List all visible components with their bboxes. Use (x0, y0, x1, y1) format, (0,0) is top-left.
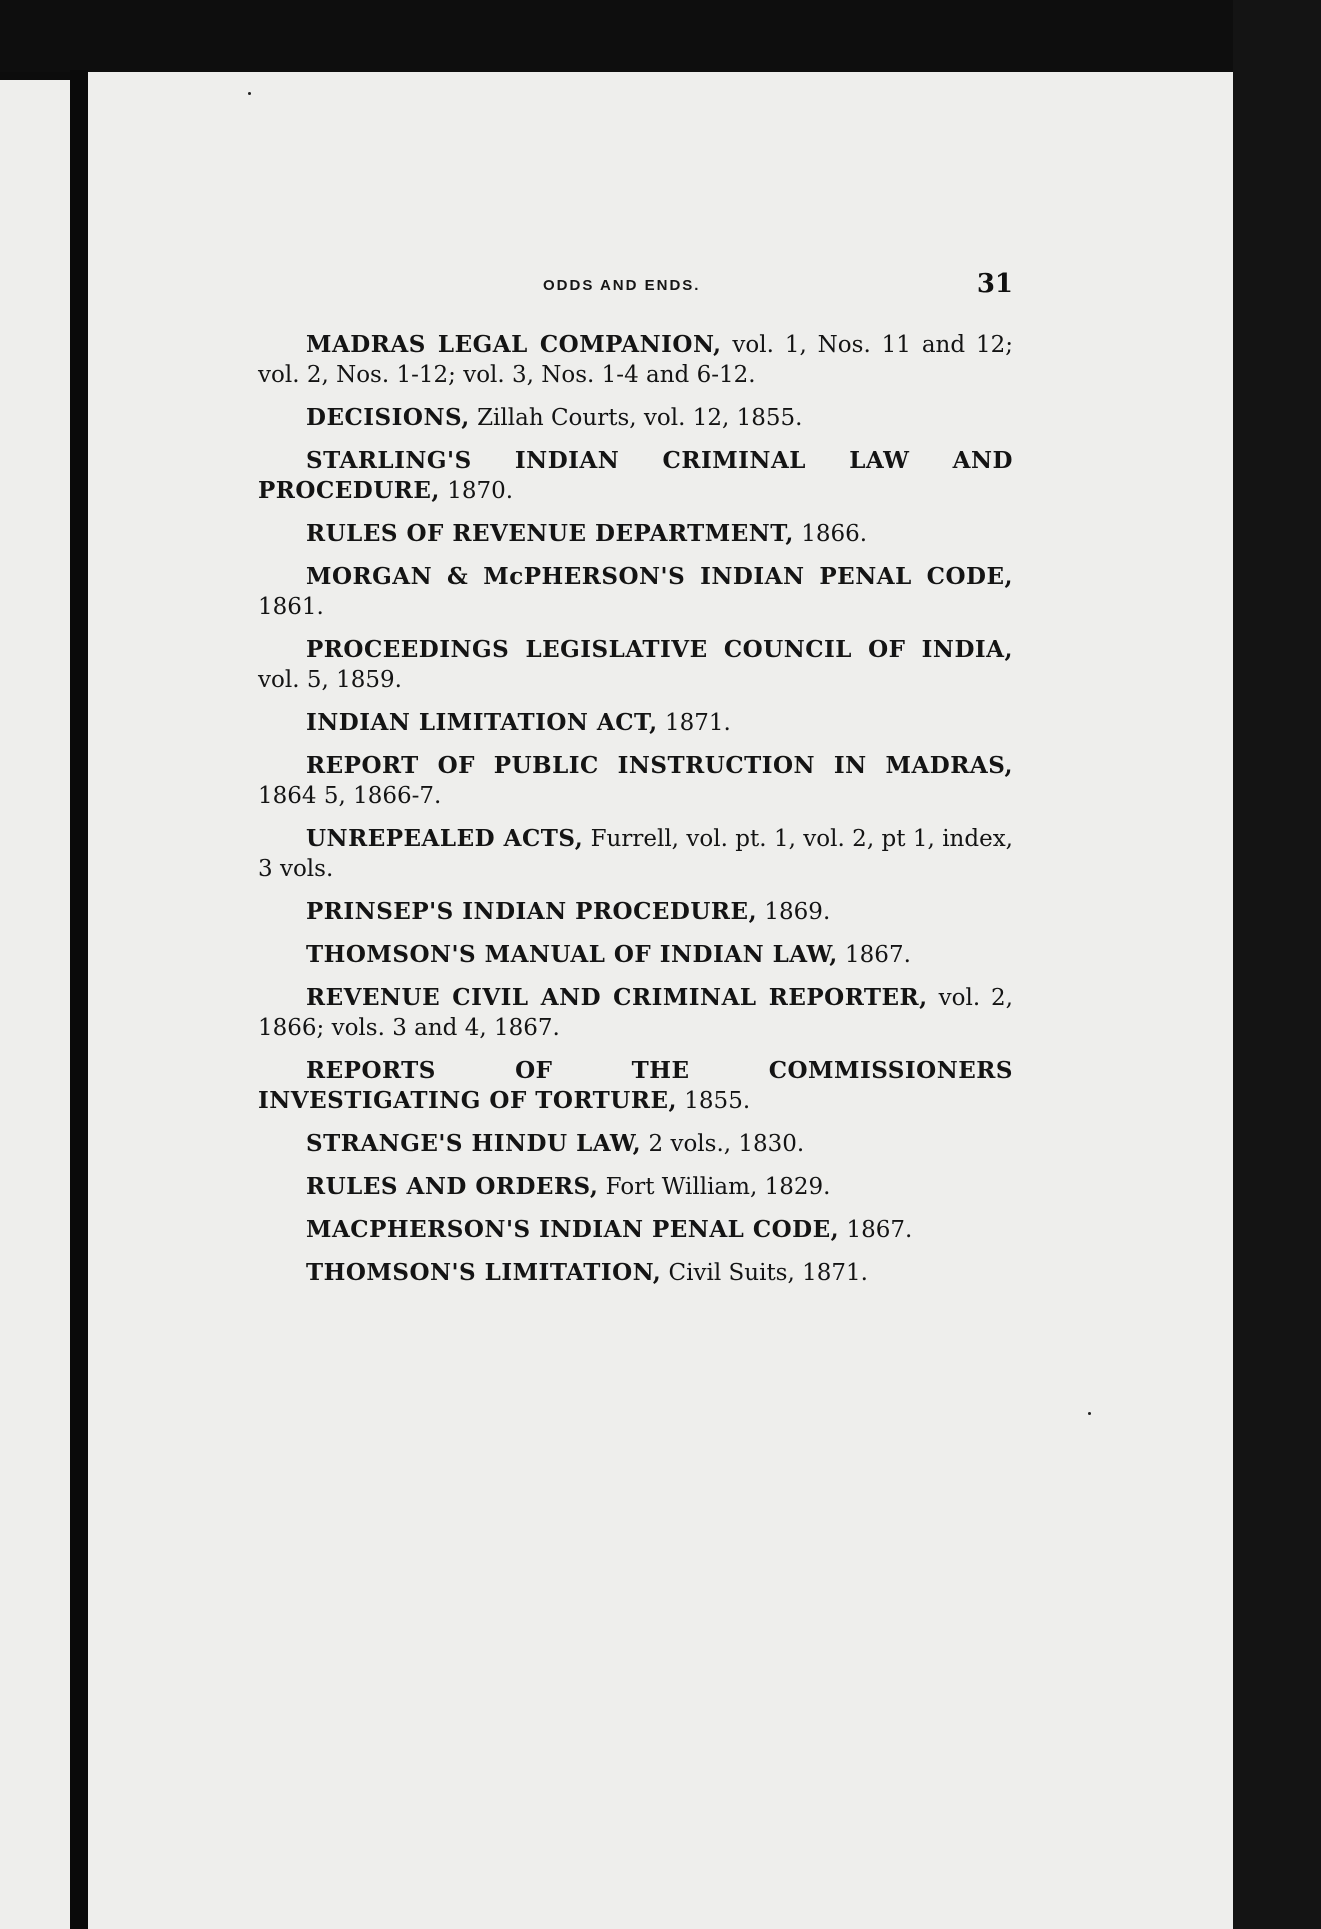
entry-title: THOMSON'S LIMITATION, (306, 1259, 662, 1286)
list-item (258, 1215, 1013, 1245)
list-item (258, 1172, 1013, 1202)
entry-title: MADRAS LEGAL COMPANION, (306, 331, 722, 358)
entry-detail: 1869. (757, 899, 831, 925)
list-item (258, 403, 1013, 433)
entry-list (258, 330, 1013, 1301)
entry-title: RULES AND ORDERS, (306, 1173, 599, 1200)
list-item (258, 824, 1013, 884)
list-item (258, 562, 1013, 622)
entry-detail: 1861. (258, 594, 324, 620)
running-head: ODDS AND ENDS. (543, 277, 701, 294)
entry-detail: 1867. (839, 1217, 913, 1243)
entry-detail: Civil Suits, 1871. (661, 1260, 868, 1286)
list-item (258, 940, 1013, 970)
entry-title: REPORTS OF THE COMMISSIONERS INVESTIGATING OF TORTURE, (258, 1057, 1013, 1114)
list-item (258, 751, 1013, 811)
entry-detail: vol. 1, Nos. 11 and 12; vol. 2, Nos. 1-12; vol. 3, Nos. 1-4 and 6-12. (258, 332, 1014, 388)
entry-detail: Furrell, vol. pt. 1, vol. 2, pt 1, index, 3 vols. (258, 826, 1013, 882)
entry-title: REVENUE CIVIL AND CRIMINAL REPORTER, (306, 984, 928, 1011)
page-number: 31 (976, 269, 1013, 299)
entry-title: MORGAN & McPHERSON'S INDIAN PENAL CODE, (306, 563, 1013, 590)
entry-title: UNREPEALED ACTS, (306, 825, 584, 852)
book-page (88, 72, 1233, 1929)
entry-title: PROCEEDINGS LEGISLATIVE COUNCIL OF INDIA, (306, 636, 1013, 663)
list-item (258, 330, 1013, 390)
list-item (258, 635, 1013, 695)
list-item (258, 1056, 1013, 1116)
entry-detail: 1867. (837, 942, 911, 968)
entry-detail: 1864 5, 1866-7. (258, 783, 442, 809)
entry-title: THOMSON'S MANUAL OF INDIAN LAW, (306, 941, 838, 968)
entry-detail: 1871. (657, 710, 731, 736)
entry-title: PRINSEP'S INDIAN PROCEDURE, (306, 898, 758, 925)
list-item (258, 897, 1013, 927)
entry-title: REPORT OF PUBLIC INSTRUCTION IN MADRAS, (306, 752, 1013, 779)
facing-page-edge (0, 80, 70, 1929)
scan-border-top (0, 0, 1321, 72)
entry-title: RULES OF REVENUE DEPARTMENT, (306, 520, 794, 547)
list-item (258, 519, 1013, 549)
list-item (258, 983, 1013, 1043)
list-item (258, 1258, 1013, 1288)
entry-title: INDIAN LIMITATION ACT, (306, 709, 658, 736)
entry-detail: 1870. (439, 478, 514, 504)
entry-detail: Zillah Courts, vol. 12, 1855. (469, 405, 803, 431)
scan-speck (1088, 1412, 1091, 1415)
book-gutter (70, 70, 88, 1929)
list-item (258, 446, 1013, 506)
entry-detail: 2 vols., 1830. (641, 1131, 805, 1157)
scan-speck (248, 92, 251, 95)
page-header (88, 267, 1013, 307)
entry-detail: 1866. (793, 521, 868, 547)
entry-detail: vol. 5, 1859. (258, 667, 402, 693)
list-item (258, 708, 1013, 738)
list-item (258, 1129, 1013, 1159)
scan-border-right (1233, 0, 1321, 1929)
entry-detail: 1855. (676, 1088, 751, 1114)
entry-title: MACPHERSON'S INDIAN PENAL CODE, (306, 1216, 840, 1243)
entry-detail: vol. 2, 1866; vols. 3 and 4, 1867. (258, 985, 1013, 1041)
entry-title: STARLING'S INDIAN CRIMINAL LAW AND PROCEDURE, (258, 447, 1013, 504)
entry-detail: Fort William, 1829. (598, 1174, 831, 1200)
entry-title: STRANGE'S HINDU LAW, (306, 1130, 642, 1157)
entry-title: DECISIONS, (306, 404, 470, 431)
